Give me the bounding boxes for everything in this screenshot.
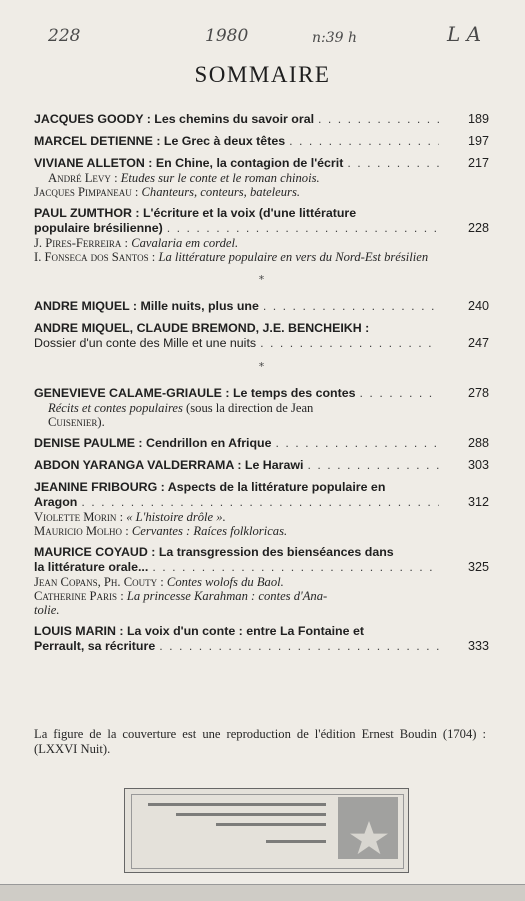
toc-entry: JEANINE FRIBOURG : Aspects de la littérature populaire en Aragon . . . 312 Violette Morin : « L'histoire drôle ». Mauricio Molho : Cervantes : Raíces folkloricas. bbox=[34, 480, 489, 538]
entry-author: ABDON YARANGA VALDERRAMA bbox=[34, 458, 234, 472]
toc-entry: LOUIS MARIN : La voix d'un conte : entre La Fontaine et Perrault, sa récriture . . . 333 bbox=[34, 624, 489, 654]
entry-page: 312 bbox=[467, 495, 489, 509]
entry-title-continued: populaire brésilienne) bbox=[34, 221, 163, 235]
toc-entry: JACQUES GOODY : Les chemins du savoir oral . . . 189 bbox=[34, 112, 489, 127]
entry-author: JEANINE FRIBOURG bbox=[34, 480, 158, 494]
leader-dots bbox=[289, 134, 439, 149]
sub-entry: Jean Copans, Ph. Couty : Contes wolofs du Baol. bbox=[34, 575, 284, 589]
sub-entry: Catherine Paris : La princesse Karahman : contes d'Ana- bbox=[34, 589, 328, 603]
toc-entry: PAUL ZUMTHOR : L'écriture et la voix (d'une littérature populaire brésilienne) . . . 228 J. Pires-Ferreira : Cavalaria em cordel. I. Fonseca dos Santos : La littérature populaire en vers du Nord-Est brésilien bbox=[34, 206, 489, 264]
leader-dots bbox=[307, 458, 439, 473]
entry-page: 288 bbox=[467, 436, 489, 450]
entry-title: La voix d'un conte : entre La Fontaine et bbox=[126, 624, 364, 638]
leader-dots bbox=[318, 112, 439, 127]
entry-page: 278 bbox=[467, 386, 489, 400]
entry-author: ANDRE MIQUEL, CLAUDE BREMOND, J.E. BENCHEIKH bbox=[34, 321, 362, 335]
leader-dots bbox=[81, 495, 439, 510]
entry-author: JACQUES GOODY bbox=[34, 112, 144, 126]
entry-title-continued: Perrault, sa récriture bbox=[34, 639, 156, 653]
sub-entry: Mauricio Molho : Cervantes : Raíces folkloricas. bbox=[34, 524, 288, 538]
entry-page: 303 bbox=[467, 458, 489, 472]
entry-title: Les chemins du savoir oral bbox=[154, 112, 315, 126]
sub-entry: Jacques Pimpaneau : Chanteurs, conteurs, bateleurs. bbox=[34, 185, 300, 199]
sub-entry: Violette Morin : « L'histoire drôle ». bbox=[34, 510, 226, 524]
entry-author: DENISE PAULME bbox=[34, 436, 135, 450]
stamp-arabic-text bbox=[148, 803, 326, 850]
leader-dots bbox=[159, 639, 439, 654]
leader-dots bbox=[260, 336, 439, 351]
entry-page: 325 bbox=[467, 560, 489, 574]
entry-title-continued: Aragon bbox=[34, 495, 78, 509]
entry-title: Aspects de la littérature populaire en bbox=[167, 480, 386, 494]
entry-title: Mille nuits, plus une bbox=[140, 299, 259, 313]
toc-entry: ANDRE MIQUEL : Mille nuits, plus une . . . 240 bbox=[34, 299, 489, 314]
sub-entry: I. Fonseca dos Santos : La littérature populaire en vers du Nord-Est brésilien bbox=[34, 250, 429, 264]
entry-title: En Chine, la contagion de l'écrit bbox=[155, 156, 344, 170]
page-title: SOMMAIRE bbox=[194, 62, 331, 87]
entry-author: PAUL ZUMTHOR bbox=[34, 206, 132, 220]
entry-page: 247 bbox=[467, 336, 489, 350]
entry-page: 333 bbox=[467, 639, 489, 653]
handwritten-initials: L A bbox=[447, 22, 482, 46]
page-bottom-edge bbox=[0, 884, 525, 901]
entry-title: L'écriture et la voix (d'une littérature bbox=[142, 206, 357, 220]
leader-dots bbox=[167, 221, 439, 236]
library-stamp bbox=[124, 788, 409, 873]
entry-author: LOUIS MARIN bbox=[34, 624, 116, 638]
entry-title: Le Harawi bbox=[244, 458, 304, 472]
entry-title: Le Grec à deux têtes bbox=[163, 134, 286, 148]
leader-dots bbox=[276, 436, 439, 451]
sub-entry: Récits et contes populaires (sous la direction de Jean bbox=[48, 401, 314, 415]
sub-entry: J. Pires-Ferreira : Cavalaria em cordel. bbox=[34, 236, 239, 250]
entry-title: La transgression des bienséances dans bbox=[158, 545, 394, 559]
toc-entry: ABDON YARANGA VALDERRAMA : Le Harawi . . . 303 bbox=[34, 458, 489, 473]
toc-entry: MAURICE COYAUD : La transgression des bienséances dans la littérature orale... . . . 325 Jean Copans, Ph. Couty : Contes wolofs du Baol. Catherine Paris : La princesse Karahman : contes d'Ana- tolie. bbox=[34, 545, 489, 617]
entry-page: 189 bbox=[467, 112, 489, 126]
leader-dots bbox=[152, 560, 439, 575]
toc-entry: ANDRE MIQUEL, CLAUDE BREMOND, J.E. BENCHEIKH : Dossier d'un conte des Mille et une nuits . . . 247 bbox=[34, 321, 489, 351]
entry-author: MAURICE COYAUD bbox=[34, 545, 148, 559]
leader-dots bbox=[263, 299, 439, 314]
handwritten-issue-number: n:39 h bbox=[312, 30, 358, 46]
entry-page: 217 bbox=[467, 156, 489, 170]
toc-entry: DENISE PAULME : Cendrillon en Afrique . . . 288 bbox=[34, 436, 489, 451]
entry-author: GENEVIEVE CALAME-GRIAULE bbox=[34, 386, 222, 400]
entry-author: VIVIANE ALLETON bbox=[34, 156, 145, 170]
entry-author: MARCEL DETIENNE bbox=[34, 134, 153, 148]
entry-page: 197 bbox=[467, 134, 489, 148]
table-of-contents bbox=[34, 112, 489, 661]
toc-entry: GENEVIEVE CALAME-GRIAULE : Le temps des contes . . . 278 Récits et contes populaires (sous la direction de Jean Cuisenier). bbox=[34, 386, 489, 429]
entry-author: ANDRE MIQUEL bbox=[34, 299, 130, 313]
sub-entry: André Levy : Etudes sur le conte et le roman chinois. bbox=[48, 171, 320, 185]
entry-title: Le temps des contes bbox=[232, 386, 356, 400]
sub-entry-continued: tolie. bbox=[34, 603, 60, 617]
leader-dots bbox=[360, 386, 439, 401]
section-separator: * bbox=[258, 273, 265, 286]
cover-note: La figure de la couverture est une reproduction de l'édition Ernest Boudin (1704) : (LXXVI Nuit). bbox=[34, 727, 486, 756]
section-separator: * bbox=[258, 360, 265, 373]
toc-entry: VIVIANE ALLETON : En Chine, la contagion de l'écrit . . . 217 André Levy : Etudes sur le conte et le roman chinois. Jacques Pimpaneau : Chanteurs, conteurs, bateleurs. bbox=[34, 156, 489, 199]
entry-page: 240 bbox=[467, 299, 489, 313]
entry-page: 228 bbox=[467, 221, 489, 235]
entry-title-continued: la littérature orale... bbox=[34, 560, 149, 574]
leader-dots bbox=[347, 156, 439, 171]
entry-title: Cendrillon en Afrique bbox=[146, 436, 272, 450]
handwritten-ref-number: 228 bbox=[48, 26, 81, 46]
sub-entry-continued: Cuisenier). bbox=[48, 415, 105, 429]
toc-entry: MARCEL DETIENNE : Le Grec à deux têtes . . . 197 bbox=[34, 134, 489, 149]
entry-title: Dossier d'un conte des Mille et une nuits bbox=[34, 336, 257, 350]
handwritten-year: 1980 bbox=[205, 26, 249, 46]
